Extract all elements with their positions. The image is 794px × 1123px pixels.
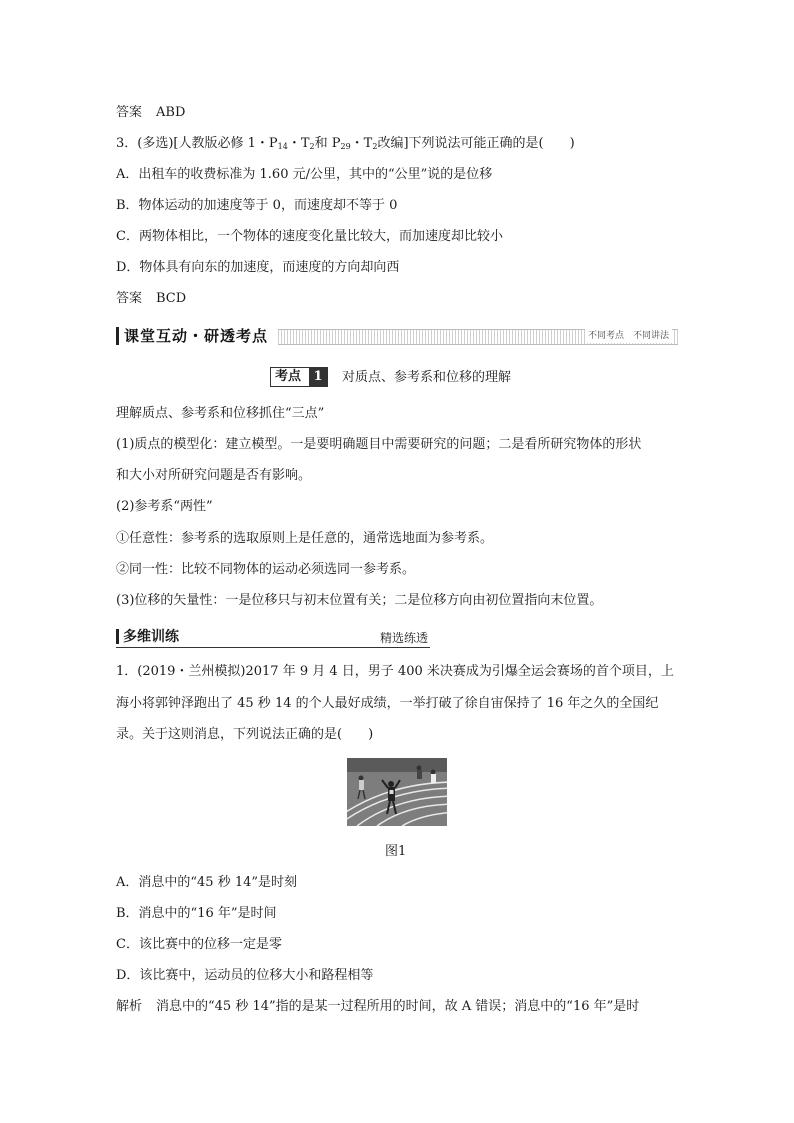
- figure-caption: 图1: [385, 844, 407, 859]
- body-line: (3)位移的矢量性：一是位移只与初末位置有关；二是位移方向由初位置指向末位置。: [116, 593, 603, 608]
- question-1-option-c: C．该比赛中的位移一定是零: [116, 937, 282, 952]
- stem-subscript: 29: [340, 142, 351, 151]
- topic-title: 对质点、参考系和位移的理解: [342, 370, 512, 385]
- practice-title: 多维训练: [123, 629, 179, 645]
- section-title: 课堂互动・研透考点: [124, 327, 269, 345]
- question-3-option-c: C．两物体相比，一个物体的速度变化量比较大，而加速度却比较小: [116, 229, 503, 244]
- practice-banner: [116, 627, 430, 648]
- banner-bar: [116, 327, 119, 345]
- stem-subscript: 2: [372, 142, 378, 151]
- question-3-stem: [116, 135, 575, 156]
- topic-badge: [270, 367, 328, 387]
- answer-label: 答案: [116, 291, 143, 306]
- question-3-option-a: A．出租车的收费标准为 1.60 元/公里，其中的“公里”说的是位移: [116, 167, 493, 182]
- topic-number: 1: [309, 368, 327, 386]
- stem-text: 改编]下列说法可能正确的是( ): [377, 136, 575, 151]
- section-subtitle: 不同考点 不同讲法: [585, 329, 672, 343]
- question-1-option-d: D．该比赛中，运动员的位移大小和路程相等: [116, 968, 374, 983]
- body-line: 理解质点、参考系和位移抓住“三点”: [116, 406, 325, 421]
- question-1-line: 录。关于这则消息，下列说法正确的是( ): [116, 727, 374, 742]
- stem-subscript: 2: [309, 142, 315, 151]
- previous-answer: [116, 104, 185, 122]
- body-line: ①任意性：参考系的选取原则上是任意的，通常选地面为参考系。: [116, 531, 494, 546]
- body-line: (2)参考系“两性”: [116, 499, 213, 514]
- stem-subscript: 14: [277, 142, 288, 151]
- answer-value: ABD: [156, 105, 186, 120]
- analysis-text: 消息中的“45 秒 14”指的是某一过程所用的时间，故 A 错误；消息中的“16 年”是时: [156, 999, 640, 1014]
- race-photo: [347, 758, 447, 826]
- question-1-option-b: B．消息中的“16 年”是时间: [116, 906, 277, 921]
- practice-subtitle: 精选练透: [379, 631, 428, 645]
- analysis-label: 解析: [116, 999, 143, 1014]
- practice-bar: [116, 629, 119, 644]
- question-1-analysis: [116, 998, 639, 1016]
- section-banner: [116, 325, 678, 347]
- answer-label: 答案: [116, 105, 143, 120]
- race-photo-image: [347, 758, 447, 826]
- stem-text: ・T: [287, 136, 310, 151]
- stem-text: 和 P: [314, 136, 341, 151]
- question-3-option-d: D．物体具有向东的加速度，而速度的方向却向西: [116, 260, 400, 275]
- question-1-option-a: A．消息中的“45 秒 14”是时刻: [116, 875, 298, 890]
- question-3-option-b: B．物体运动的加速度等于 0，而速度却不等于 0: [116, 198, 398, 213]
- question-1-line: 海小将郭钟泽跑出了 45 秒 14 的个人最好成绩，一举打破了徐自宙保持了 16 年之久的全国纪: [116, 696, 659, 711]
- question-3-answer: [116, 290, 186, 308]
- question-1-line: 1．(2019・兰州模拟)2017 年 9 月 4 日，男子 400 米决赛成为引爆全运会赛场的首个项目，上: [116, 664, 674, 679]
- body-line: ②同一性：比较不同物体的运动必须选同一参考系。: [116, 562, 416, 577]
- body-line: 和大小对所研究问题是否有影响。: [116, 468, 312, 483]
- body-line: (1)质点的模型化：建立模型。一是要明确题目中需要研究的问题；二是看所研究物体的形状: [116, 437, 642, 452]
- stem-text: 3．(多选)[人教版必修 1・P: [116, 136, 278, 151]
- answer-value: BCD: [156, 291, 187, 306]
- topic-label: 考点: [275, 369, 302, 384]
- stem-text: ・T: [350, 136, 373, 151]
